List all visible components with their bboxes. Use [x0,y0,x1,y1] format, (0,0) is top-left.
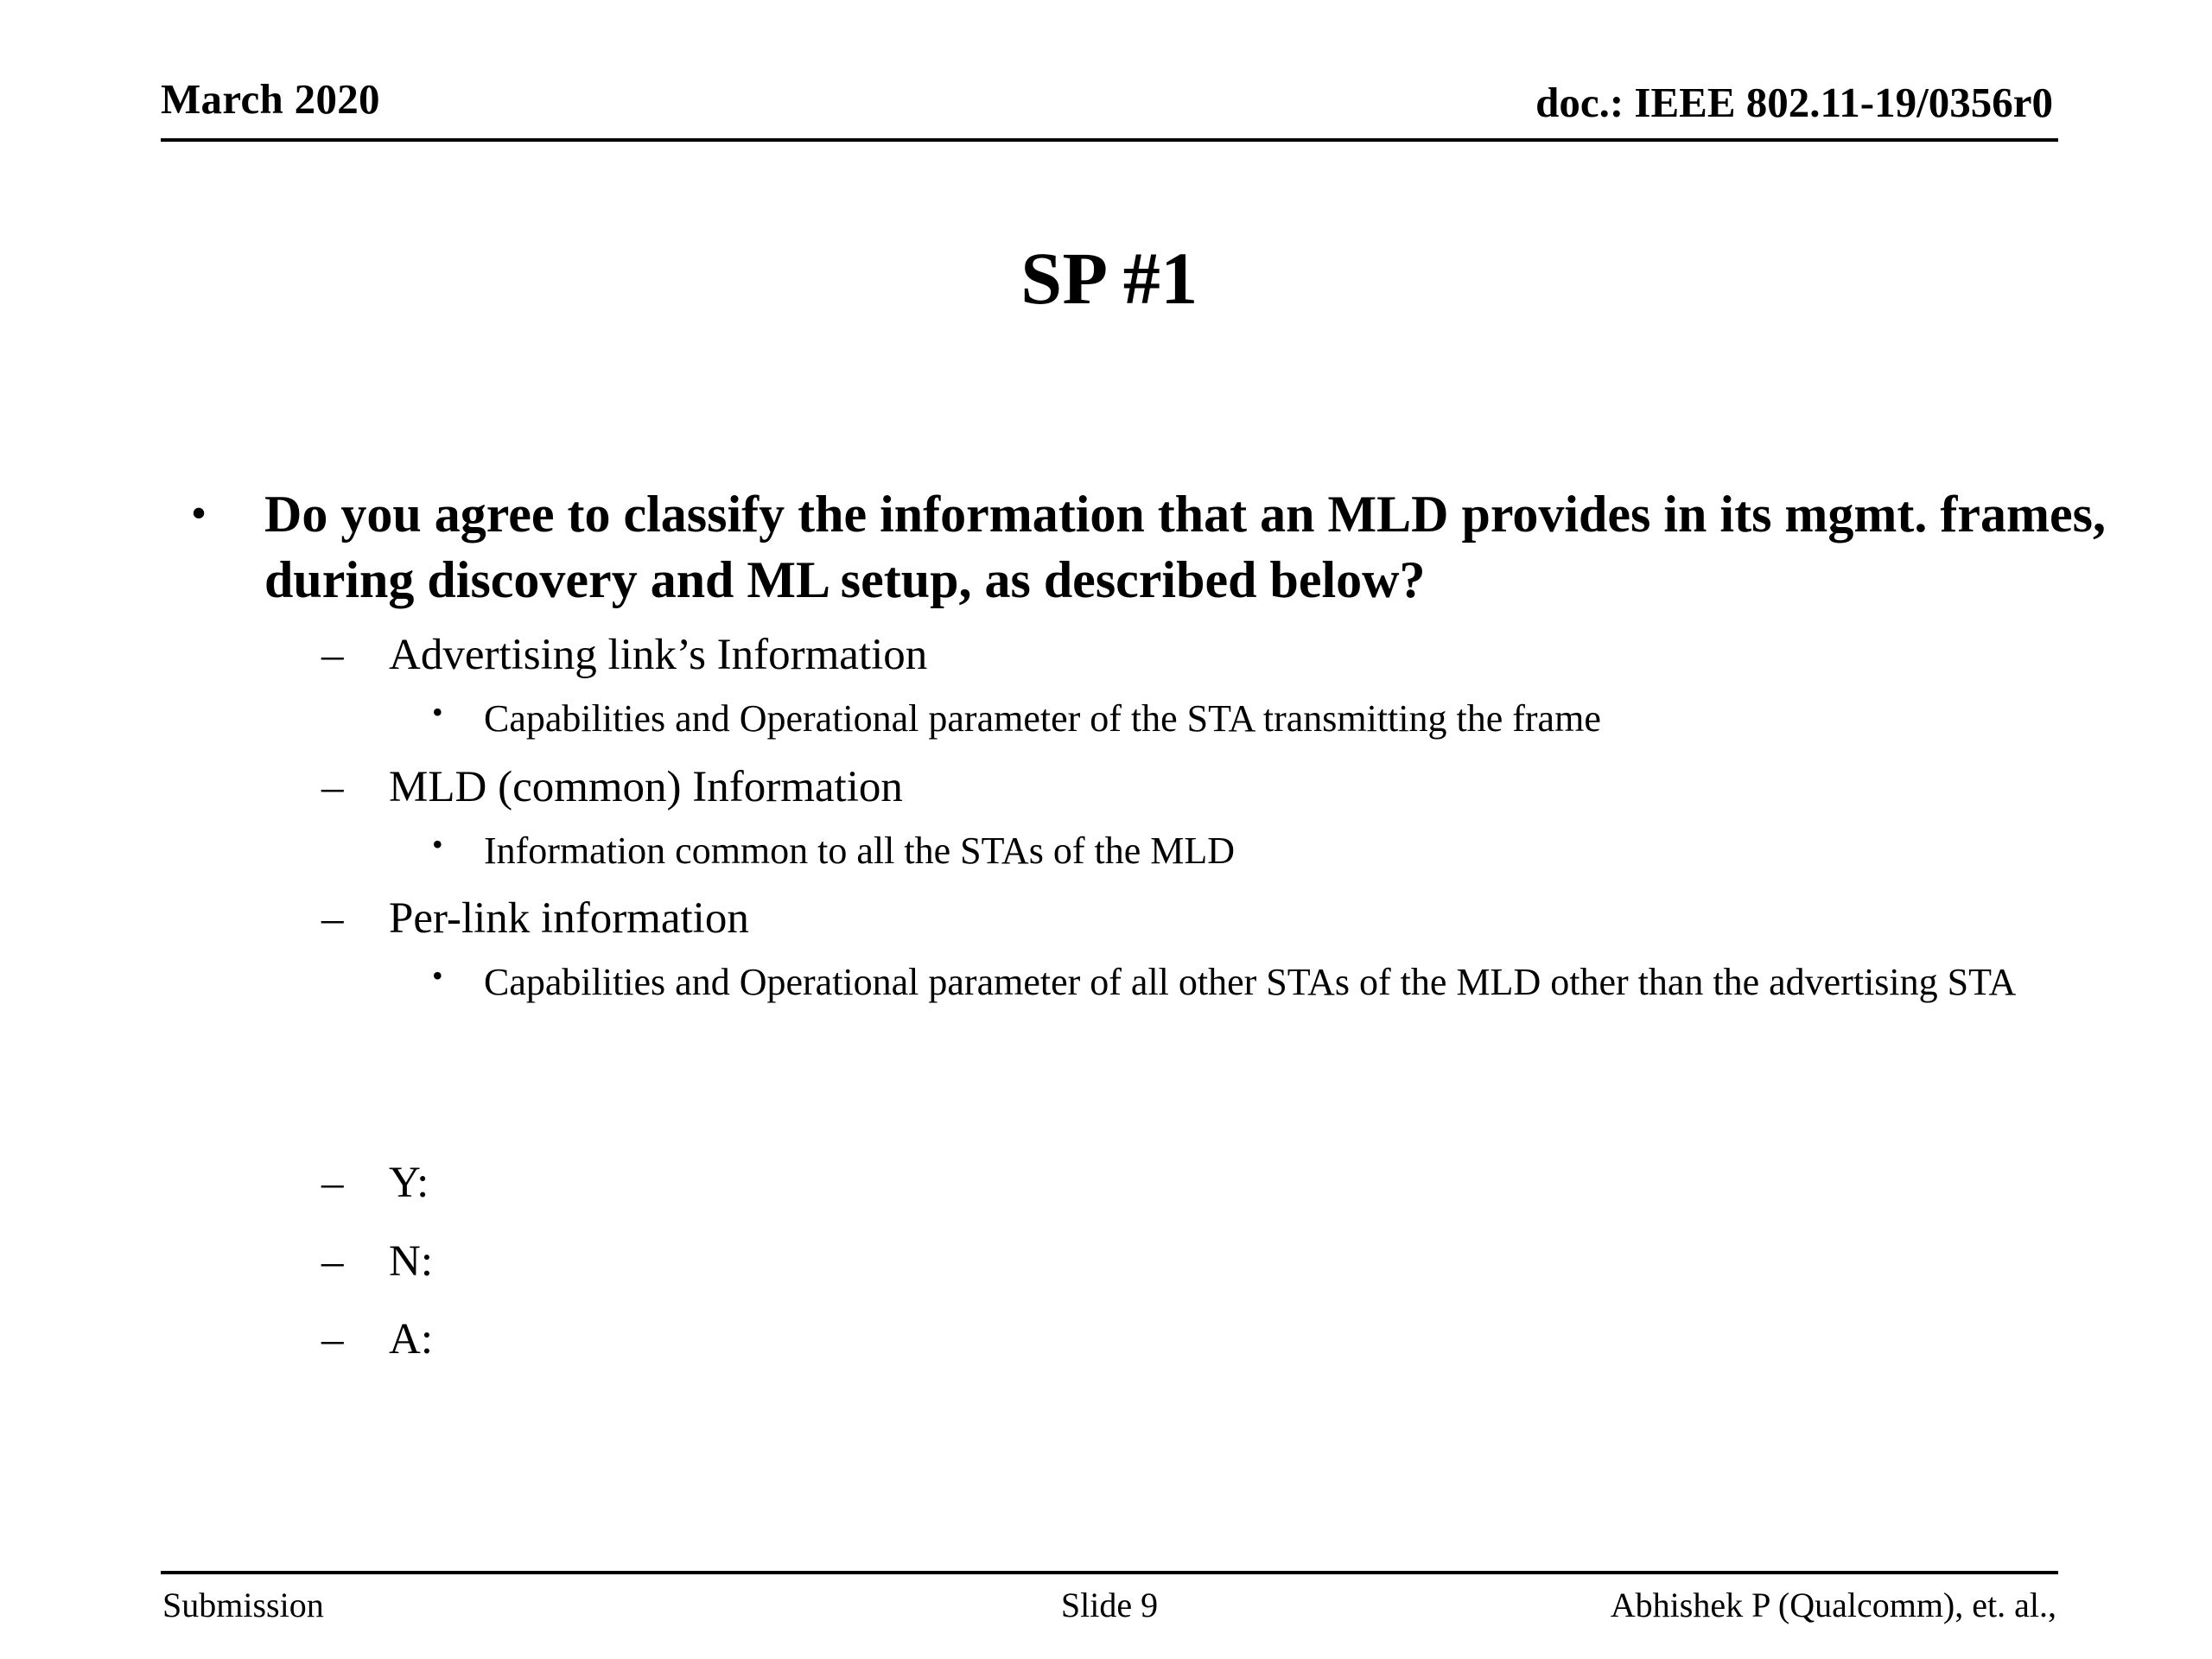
dash-icon: – [321,893,344,943]
bullet-icon: • [432,695,443,730]
list-item-label: Capabilities and Operational parameter of the STA transmitting the frame [484,697,1601,741]
list-item [173,759,2117,816]
footer-author: Abhishek P (Qualcomm), et. al., [1610,1586,2056,1624]
list-item [173,826,2117,876]
bullet-icon: • [432,826,443,861]
slide-body [173,482,2117,1368]
dash-icon: – [321,1314,344,1363]
list-item-label: Capabilities and Operational parameter of all other STAs of the MLD other than the advertising STA [484,961,2017,1004]
main-bullet [173,482,2117,613]
bullet-icon: • [432,958,443,994]
bullet-icon: • [192,491,207,535]
vote-option-no [173,1233,2117,1290]
list-item-label: MLD (common) Information [389,762,903,811]
header-date: March 2020 [161,75,380,123]
list-item-label: Per-link information [389,893,749,943]
vote-option-yes [173,1154,2117,1211]
slide-header [161,74,2058,142]
dash-icon: – [321,1159,344,1208]
vote-option-label: A: [389,1314,433,1363]
dash-icon: – [321,762,344,811]
vote-option-label: N: [389,1236,433,1286]
list-item [173,626,2117,683]
main-bullet-text: Do you agree to classify the information that an MLD provides in its mgmt. frames, during discovery and ML setup, as described below? [264,486,2106,608]
dash-icon: – [321,1236,344,1286]
header-document-id: doc.: IEEE 802.11-19/0356r0 [1535,79,2053,126]
dash-icon: – [321,631,344,680]
page-title: SP #1 [1020,237,1198,320]
list-item [173,694,2117,744]
slide-footer [161,1571,2058,1623]
vote-option-label: Y: [389,1159,429,1208]
footer-submission-label: Submission [162,1586,324,1624]
list-item [173,890,2117,947]
list-item-label: Information common to all the STAs of the MLD [484,829,1235,872]
vote-option-abstain [173,1311,2117,1368]
list-item [173,957,2117,1007]
list-item-label: Advertising link’s Information [389,631,928,680]
spacer [173,1007,2117,1134]
footer-slide-number: Slide 9 [1060,1586,1159,1624]
